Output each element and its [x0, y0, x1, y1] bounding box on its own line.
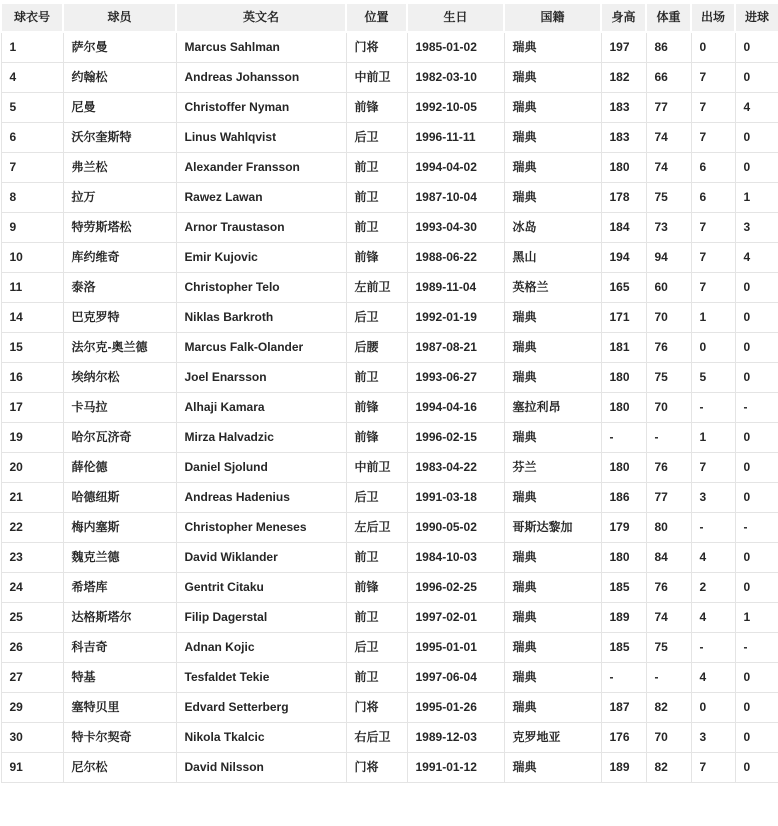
cell-name_en: Christopher Telo — [176, 273, 346, 303]
cell-nationality: 冰岛 — [504, 213, 601, 243]
table-row — [1, 663, 778, 693]
cell-weight: 76 — [646, 573, 691, 603]
cell-player_cn: 拉万 — [63, 183, 176, 213]
table-row — [1, 273, 778, 303]
cell-player_cn: 萨尔曼 — [63, 32, 176, 63]
cell-name_en: Tesfaldet Tekie — [176, 663, 346, 693]
cell-player_cn: 哈德纽斯 — [63, 483, 176, 513]
cell-jersey_number: 30 — [1, 723, 63, 753]
cell-birthday: 1996-11-11 — [407, 123, 504, 153]
cell-jersey_number: 5 — [1, 93, 63, 123]
cell-weight: 82 — [646, 693, 691, 723]
cell-goals: 0 — [735, 123, 778, 153]
table-row — [1, 243, 778, 273]
table-row — [1, 93, 778, 123]
cell-height: 165 — [601, 273, 646, 303]
cell-appearances: 7 — [691, 123, 735, 153]
cell-height: 180 — [601, 153, 646, 183]
cell-position: 前锋 — [346, 243, 407, 273]
cell-position: 中前卫 — [346, 63, 407, 93]
header-row — [1, 3, 778, 32]
table-row — [1, 32, 778, 63]
cell-jersey_number: 1 — [1, 32, 63, 63]
cell-weight: 60 — [646, 273, 691, 303]
cell-jersey_number: 91 — [1, 753, 63, 783]
cell-appearances: - — [691, 633, 735, 663]
cell-jersey_number: 4 — [1, 63, 63, 93]
cell-player_cn: 巴克罗特 — [63, 303, 176, 333]
cell-goals: 0 — [735, 483, 778, 513]
cell-birthday: 1983-04-22 — [407, 453, 504, 483]
cell-jersey_number: 26 — [1, 633, 63, 663]
cell-appearances: 5 — [691, 363, 735, 393]
cell-position: 中前卫 — [346, 453, 407, 483]
cell-weight: 74 — [646, 603, 691, 633]
cell-name_en: Adnan Kojic — [176, 633, 346, 663]
cell-birthday: 1994-04-02 — [407, 153, 504, 183]
cell-height: 184 — [601, 213, 646, 243]
column-header-name_en: 英文名 — [176, 3, 346, 32]
cell-name_en: Niklas Barkroth — [176, 303, 346, 333]
cell-jersey_number: 27 — [1, 663, 63, 693]
cell-height: 185 — [601, 633, 646, 663]
cell-name_en: Joel Enarsson — [176, 363, 346, 393]
cell-position: 门将 — [346, 693, 407, 723]
cell-player_cn: 科吉奇 — [63, 633, 176, 663]
cell-name_en: Marcus Sahlman — [176, 32, 346, 63]
cell-goals: - — [735, 513, 778, 543]
cell-weight: 75 — [646, 363, 691, 393]
cell-player_cn: 特劳斯塔松 — [63, 213, 176, 243]
cell-goals: 0 — [735, 333, 778, 363]
cell-goals: 1 — [735, 603, 778, 633]
cell-position: 左后卫 — [346, 513, 407, 543]
cell-appearances: 4 — [691, 663, 735, 693]
cell-goals: 0 — [735, 543, 778, 573]
cell-player_cn: 尼曼 — [63, 93, 176, 123]
cell-name_en: Andreas Johansson — [176, 63, 346, 93]
cell-appearances: - — [691, 513, 735, 543]
table-row — [1, 753, 778, 783]
cell-player_cn: 卡马拉 — [63, 393, 176, 423]
cell-birthday: 1997-02-01 — [407, 603, 504, 633]
cell-birthday: 1996-02-25 — [407, 573, 504, 603]
cell-height: 185 — [601, 573, 646, 603]
cell-appearances: 6 — [691, 153, 735, 183]
cell-player_cn: 哈尔瓦济奇 — [63, 423, 176, 453]
table-row — [1, 213, 778, 243]
cell-position: 前卫 — [346, 363, 407, 393]
cell-player_cn: 尼尔松 — [63, 753, 176, 783]
table-row — [1, 513, 778, 543]
cell-name_en: Christopher Meneses — [176, 513, 346, 543]
cell-jersey_number: 9 — [1, 213, 63, 243]
cell-name_en: Filip Dagerstal — [176, 603, 346, 633]
cell-name_en: Andreas Hadenius — [176, 483, 346, 513]
cell-nationality: 黑山 — [504, 243, 601, 273]
table-row — [1, 483, 778, 513]
cell-birthday: 1993-06-27 — [407, 363, 504, 393]
cell-height: - — [601, 663, 646, 693]
cell-appearances: 7 — [691, 753, 735, 783]
cell-birthday: 1989-12-03 — [407, 723, 504, 753]
cell-jersey_number: 29 — [1, 693, 63, 723]
cell-nationality: 瑞典 — [504, 63, 601, 93]
cell-position: 后卫 — [346, 303, 407, 333]
cell-birthday: 1995-01-26 — [407, 693, 504, 723]
table-row — [1, 693, 778, 723]
cell-birthday: 1992-01-19 — [407, 303, 504, 333]
cell-name_en: David Nilsson — [176, 753, 346, 783]
cell-birthday: 1994-04-16 — [407, 393, 504, 423]
column-header-appearances: 出场 — [691, 3, 735, 32]
column-header-player_cn: 球员 — [63, 3, 176, 32]
cell-jersey_number: 21 — [1, 483, 63, 513]
cell-birthday: 1991-01-12 — [407, 753, 504, 783]
cell-jersey_number: 22 — [1, 513, 63, 543]
cell-height: 186 — [601, 483, 646, 513]
cell-birthday: 1988-06-22 — [407, 243, 504, 273]
cell-birthday: 1984-10-03 — [407, 543, 504, 573]
cell-goals: 0 — [735, 63, 778, 93]
cell-birthday: 1993-04-30 — [407, 213, 504, 243]
cell-weight: - — [646, 663, 691, 693]
cell-nationality: 瑞典 — [504, 123, 601, 153]
cell-jersey_number: 8 — [1, 183, 63, 213]
cell-appearances: 1 — [691, 423, 735, 453]
cell-nationality: 瑞典 — [504, 483, 601, 513]
cell-appearances: 4 — [691, 603, 735, 633]
cell-weight: - — [646, 423, 691, 453]
cell-height: 171 — [601, 303, 646, 333]
cell-nationality: 瑞典 — [504, 573, 601, 603]
cell-goals: - — [735, 633, 778, 663]
cell-jersey_number: 6 — [1, 123, 63, 153]
cell-position: 后腰 — [346, 333, 407, 363]
cell-height: 183 — [601, 123, 646, 153]
cell-height: 180 — [601, 363, 646, 393]
cell-name_en: Emir Kujovic — [176, 243, 346, 273]
cell-goals: 0 — [735, 663, 778, 693]
cell-weight: 84 — [646, 543, 691, 573]
cell-goals: - — [735, 393, 778, 423]
cell-nationality: 塞拉利昂 — [504, 393, 601, 423]
cell-name_en: Alexander Fransson — [176, 153, 346, 183]
cell-nationality: 瑞典 — [504, 633, 601, 663]
cell-height: 180 — [601, 393, 646, 423]
cell-player_cn: 塞特贝里 — [63, 693, 176, 723]
cell-name_en: Christoffer Nyman — [176, 93, 346, 123]
cell-name_en: Marcus Falk-Olander — [176, 333, 346, 363]
table-row — [1, 543, 778, 573]
table-row — [1, 603, 778, 633]
cell-player_cn: 库约维奇 — [63, 243, 176, 273]
cell-height: 176 — [601, 723, 646, 753]
cell-goals: 4 — [735, 243, 778, 273]
cell-position: 右后卫 — [346, 723, 407, 753]
cell-birthday: 1997-06-04 — [407, 663, 504, 693]
cell-weight: 94 — [646, 243, 691, 273]
cell-position: 后卫 — [346, 633, 407, 663]
cell-player_cn: 达格斯塔尔 — [63, 603, 176, 633]
cell-appearances: 1 — [691, 303, 735, 333]
cell-position: 前卫 — [346, 603, 407, 633]
cell-weight: 86 — [646, 32, 691, 63]
cell-appearances: 4 — [691, 543, 735, 573]
cell-height: 187 — [601, 693, 646, 723]
cell-goals: 0 — [735, 273, 778, 303]
cell-position: 前锋 — [346, 93, 407, 123]
table-row — [1, 183, 778, 213]
cell-goals: 4 — [735, 93, 778, 123]
cell-appearances: 0 — [691, 693, 735, 723]
cell-jersey_number: 11 — [1, 273, 63, 303]
cell-jersey_number: 17 — [1, 393, 63, 423]
cell-nationality: 克罗地亚 — [504, 723, 601, 753]
cell-name_en: Alhaji Kamara — [176, 393, 346, 423]
cell-appearances: 7 — [691, 453, 735, 483]
cell-weight: 80 — [646, 513, 691, 543]
cell-goals: 0 — [735, 693, 778, 723]
cell-weight: 77 — [646, 93, 691, 123]
cell-position: 前锋 — [346, 573, 407, 603]
cell-appearances: - — [691, 393, 735, 423]
cell-height: 180 — [601, 453, 646, 483]
cell-weight: 82 — [646, 753, 691, 783]
roster-body — [1, 32, 778, 783]
cell-weight: 75 — [646, 183, 691, 213]
cell-weight: 76 — [646, 333, 691, 363]
table-row — [1, 333, 778, 363]
cell-weight: 66 — [646, 63, 691, 93]
cell-appearances: 3 — [691, 723, 735, 753]
cell-player_cn: 泰洛 — [63, 273, 176, 303]
cell-name_en: Arnor Traustason — [176, 213, 346, 243]
cell-nationality: 瑞典 — [504, 363, 601, 393]
cell-appearances: 7 — [691, 243, 735, 273]
column-header-birthday: 生日 — [407, 3, 504, 32]
cell-goals: 0 — [735, 363, 778, 393]
table-row — [1, 393, 778, 423]
cell-weight: 74 — [646, 153, 691, 183]
cell-height: 178 — [601, 183, 646, 213]
cell-appearances: 7 — [691, 63, 735, 93]
cell-goals: 0 — [735, 153, 778, 183]
table-row — [1, 153, 778, 183]
table-row — [1, 363, 778, 393]
cell-name_en: Mirza Halvadzic — [176, 423, 346, 453]
table-row — [1, 573, 778, 603]
cell-jersey_number: 15 — [1, 333, 63, 363]
cell-jersey_number: 19 — [1, 423, 63, 453]
cell-name_en: Linus Wahlqvist — [176, 123, 346, 153]
cell-height: 183 — [601, 93, 646, 123]
cell-name_en: David Wiklander — [176, 543, 346, 573]
cell-nationality: 瑞典 — [504, 543, 601, 573]
cell-goals: 1 — [735, 183, 778, 213]
cell-nationality: 瑞典 — [504, 303, 601, 333]
cell-birthday: 1987-08-21 — [407, 333, 504, 363]
cell-nationality: 哥斯达黎加 — [504, 513, 601, 543]
cell-name_en: Gentrit Citaku — [176, 573, 346, 603]
cell-height: 189 — [601, 603, 646, 633]
cell-appearances: 7 — [691, 93, 735, 123]
cell-nationality: 瑞典 — [504, 183, 601, 213]
cell-nationality: 瑞典 — [504, 693, 601, 723]
cell-jersey_number: 23 — [1, 543, 63, 573]
cell-jersey_number: 24 — [1, 573, 63, 603]
cell-height: 189 — [601, 753, 646, 783]
cell-birthday: 1990-05-02 — [407, 513, 504, 543]
cell-weight: 73 — [646, 213, 691, 243]
cell-jersey_number: 25 — [1, 603, 63, 633]
cell-birthday: 1982-03-10 — [407, 63, 504, 93]
cell-position: 左前卫 — [346, 273, 407, 303]
cell-birthday: 1995-01-01 — [407, 633, 504, 663]
cell-player_cn: 梅内塞斯 — [63, 513, 176, 543]
cell-nationality: 瑞典 — [504, 32, 601, 63]
cell-height: 180 — [601, 543, 646, 573]
cell-goals: 0 — [735, 753, 778, 783]
cell-player_cn: 希塔库 — [63, 573, 176, 603]
cell-weight: 76 — [646, 453, 691, 483]
cell-name_en: Daniel Sjolund — [176, 453, 346, 483]
cell-height: 194 — [601, 243, 646, 273]
cell-position: 门将 — [346, 32, 407, 63]
column-header-nationality: 国籍 — [504, 3, 601, 32]
cell-goals: 0 — [735, 32, 778, 63]
cell-goals: 3 — [735, 213, 778, 243]
table-row — [1, 423, 778, 453]
cell-appearances: 2 — [691, 573, 735, 603]
cell-position: 门将 — [346, 753, 407, 783]
table-row — [1, 633, 778, 663]
cell-nationality: 英格兰 — [504, 273, 601, 303]
cell-jersey_number: 10 — [1, 243, 63, 273]
column-header-height: 身高 — [601, 3, 646, 32]
cell-height: 197 — [601, 32, 646, 63]
column-header-weight: 体重 — [646, 3, 691, 32]
cell-player_cn: 约翰松 — [63, 63, 176, 93]
cell-weight: 74 — [646, 123, 691, 153]
cell-goals: 0 — [735, 453, 778, 483]
cell-birthday: 1991-03-18 — [407, 483, 504, 513]
cell-nationality: 瑞典 — [504, 423, 601, 453]
cell-player_cn: 埃纳尔松 — [63, 363, 176, 393]
cell-position: 前卫 — [346, 183, 407, 213]
cell-height: - — [601, 423, 646, 453]
cell-height: 179 — [601, 513, 646, 543]
cell-nationality: 瑞典 — [504, 93, 601, 123]
cell-player_cn: 沃尔奎斯特 — [63, 123, 176, 153]
cell-name_en: Nikola Tkalcic — [176, 723, 346, 753]
cell-position: 前卫 — [346, 543, 407, 573]
cell-weight: 70 — [646, 303, 691, 333]
roster-header — [1, 3, 778, 32]
cell-birthday: 1985-01-02 — [407, 32, 504, 63]
column-header-position: 位置 — [346, 3, 407, 32]
cell-height: 182 — [601, 63, 646, 93]
column-header-jersey_number: 球衣号 — [1, 3, 63, 32]
cell-birthday: 1987-10-04 — [407, 183, 504, 213]
cell-player_cn: 特卡尔契奇 — [63, 723, 176, 753]
table-row — [1, 453, 778, 483]
cell-position: 前卫 — [346, 213, 407, 243]
table-row — [1, 303, 778, 333]
cell-weight: 70 — [646, 393, 691, 423]
column-header-goals: 进球 — [735, 3, 778, 32]
cell-birthday: 1996-02-15 — [407, 423, 504, 453]
cell-appearances: 3 — [691, 483, 735, 513]
cell-weight: 77 — [646, 483, 691, 513]
cell-position: 后卫 — [346, 483, 407, 513]
cell-appearances: 6 — [691, 183, 735, 213]
cell-nationality: 芬兰 — [504, 453, 601, 483]
cell-name_en: Rawez Lawan — [176, 183, 346, 213]
cell-player_cn: 特基 — [63, 663, 176, 693]
cell-jersey_number: 16 — [1, 363, 63, 393]
cell-weight: 75 — [646, 633, 691, 663]
cell-position: 前卫 — [346, 663, 407, 693]
cell-nationality: 瑞典 — [504, 153, 601, 183]
cell-position: 前卫 — [346, 153, 407, 183]
cell-appearances: 0 — [691, 32, 735, 63]
table-row — [1, 63, 778, 93]
player-roster-table — [0, 2, 778, 783]
cell-birthday: 1992-10-05 — [407, 93, 504, 123]
cell-position: 前锋 — [346, 423, 407, 453]
cell-nationality: 瑞典 — [504, 663, 601, 693]
cell-nationality: 瑞典 — [504, 753, 601, 783]
cell-name_en: Edvard Setterberg — [176, 693, 346, 723]
cell-player_cn: 魏克兰德 — [63, 543, 176, 573]
cell-player_cn: 弗兰松 — [63, 153, 176, 183]
cell-nationality: 瑞典 — [504, 333, 601, 363]
table-row — [1, 723, 778, 753]
cell-jersey_number: 20 — [1, 453, 63, 483]
cell-weight: 70 — [646, 723, 691, 753]
cell-jersey_number: 14 — [1, 303, 63, 333]
cell-player_cn: 法尔克-奥兰德 — [63, 333, 176, 363]
cell-appearances: 7 — [691, 213, 735, 243]
cell-nationality: 瑞典 — [504, 603, 601, 633]
cell-position: 后卫 — [346, 123, 407, 153]
cell-jersey_number: 7 — [1, 153, 63, 183]
cell-player_cn: 薛伦德 — [63, 453, 176, 483]
cell-goals: 0 — [735, 723, 778, 753]
cell-goals: 0 — [735, 573, 778, 603]
cell-position: 前锋 — [346, 393, 407, 423]
cell-birthday: 1989-11-04 — [407, 273, 504, 303]
cell-height: 181 — [601, 333, 646, 363]
cell-goals: 0 — [735, 423, 778, 453]
table-row — [1, 123, 778, 153]
cell-goals: 0 — [735, 303, 778, 333]
cell-appearances: 7 — [691, 273, 735, 303]
cell-appearances: 0 — [691, 333, 735, 363]
